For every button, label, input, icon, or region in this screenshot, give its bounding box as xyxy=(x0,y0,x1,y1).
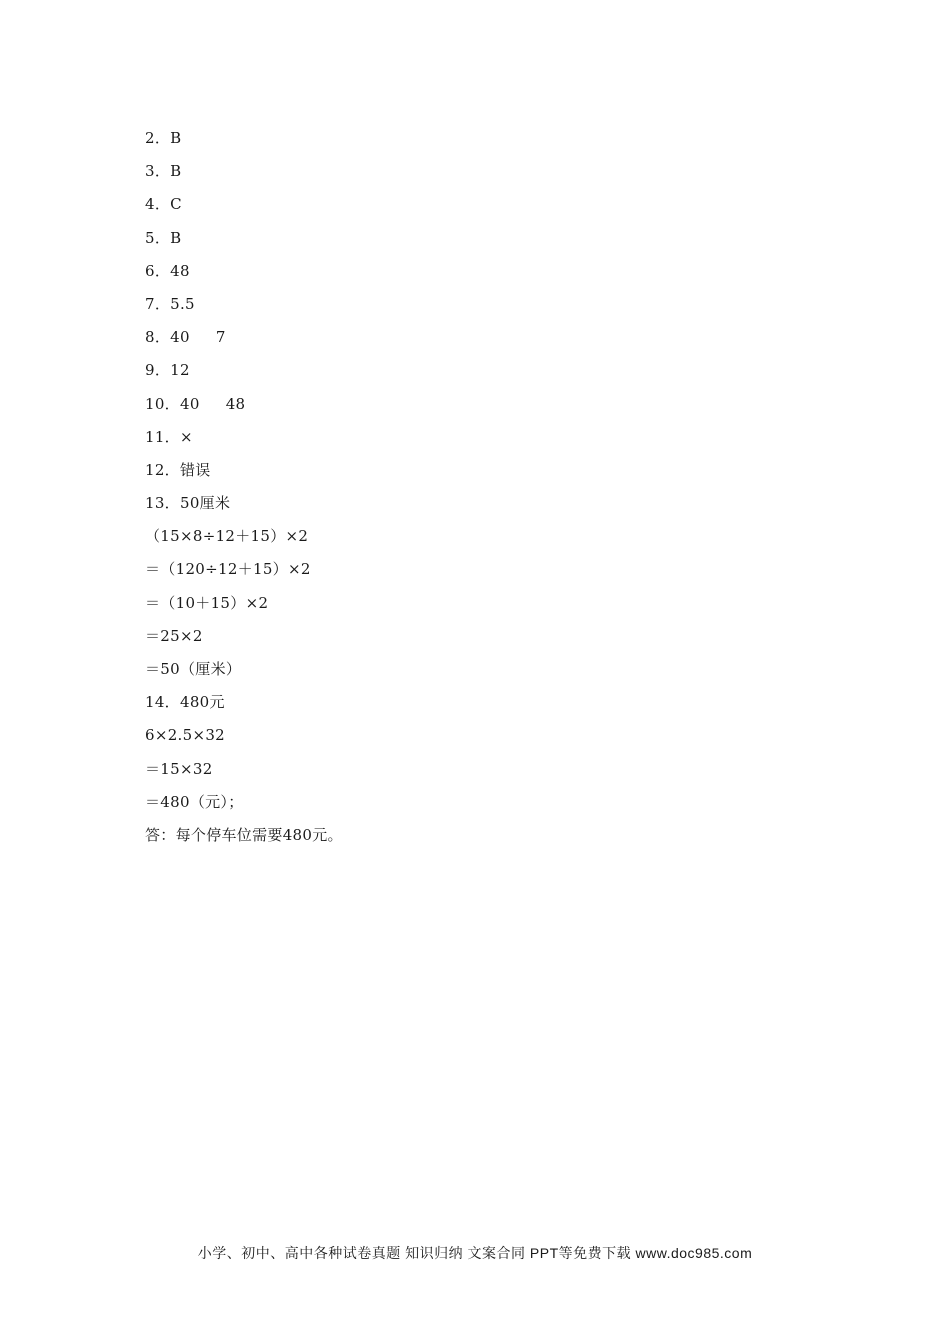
answer-text: 8．40 xyxy=(145,328,190,347)
answer-text: ＝480（元）； xyxy=(145,792,244,811)
answer-line xyxy=(145,491,805,524)
answer-line xyxy=(145,292,805,325)
answer-text: 答：每个停车位需要480元。 xyxy=(145,825,343,844)
page-footer: 小学、初中、高中各种试卷真题 知识归纳 文案合同 PPT等免费下载 www.doc985.com xyxy=(197,1245,753,1261)
answer-line xyxy=(145,624,805,657)
answer-text: 9．12 xyxy=(145,361,190,380)
answer-line xyxy=(145,259,805,292)
answer-line xyxy=(145,126,805,159)
answer-text: 48 xyxy=(225,394,246,413)
answer-line xyxy=(145,723,805,756)
answer-line xyxy=(145,425,805,458)
answer-line xyxy=(145,524,805,557)
answer-text: 5．B xyxy=(145,228,182,247)
answer-line xyxy=(145,192,805,225)
answer-text: 11．× xyxy=(145,427,193,446)
answer-list xyxy=(145,126,805,856)
answer-line xyxy=(145,458,805,491)
answer-text: 12．错误 xyxy=(145,460,211,479)
answer-text: 10．40 xyxy=(145,394,200,413)
answer-line xyxy=(145,226,805,259)
answer-line xyxy=(145,159,805,192)
answer-line xyxy=(145,358,805,391)
answer-line xyxy=(145,657,805,690)
answer-text: 4．C xyxy=(145,195,182,214)
answer-text: 7．5.5 xyxy=(145,294,195,313)
answer-text: 3．B xyxy=(145,162,182,181)
answer-line xyxy=(145,823,805,856)
answer-line xyxy=(145,325,805,358)
answer-line xyxy=(145,757,805,790)
answer-text: ＝25×2 xyxy=(145,626,203,645)
answer-text: 2．B xyxy=(145,129,182,147)
answer-line xyxy=(145,591,805,624)
answer-text: 6．48 xyxy=(145,261,190,280)
answer-line xyxy=(145,790,805,823)
answer-text: 14．480元 xyxy=(145,693,225,712)
answer-text: ＝50（厘米） xyxy=(145,660,242,678)
answer-text: 6×2.5×32 xyxy=(145,726,226,745)
answer-text: 13．50厘米 xyxy=(145,494,231,513)
answer-line xyxy=(145,557,805,590)
answer-line xyxy=(145,392,805,425)
answer-text: ＝15×32 xyxy=(145,759,213,778)
answer-line xyxy=(145,690,805,723)
answer-text: （15×8÷12＋15）×2 xyxy=(145,527,309,546)
answer-text: ＝（120÷12＋15）×2 xyxy=(145,560,311,579)
answer-text: 7 xyxy=(215,328,226,347)
answer-text: ＝（10＋15）×2 xyxy=(145,593,269,612)
